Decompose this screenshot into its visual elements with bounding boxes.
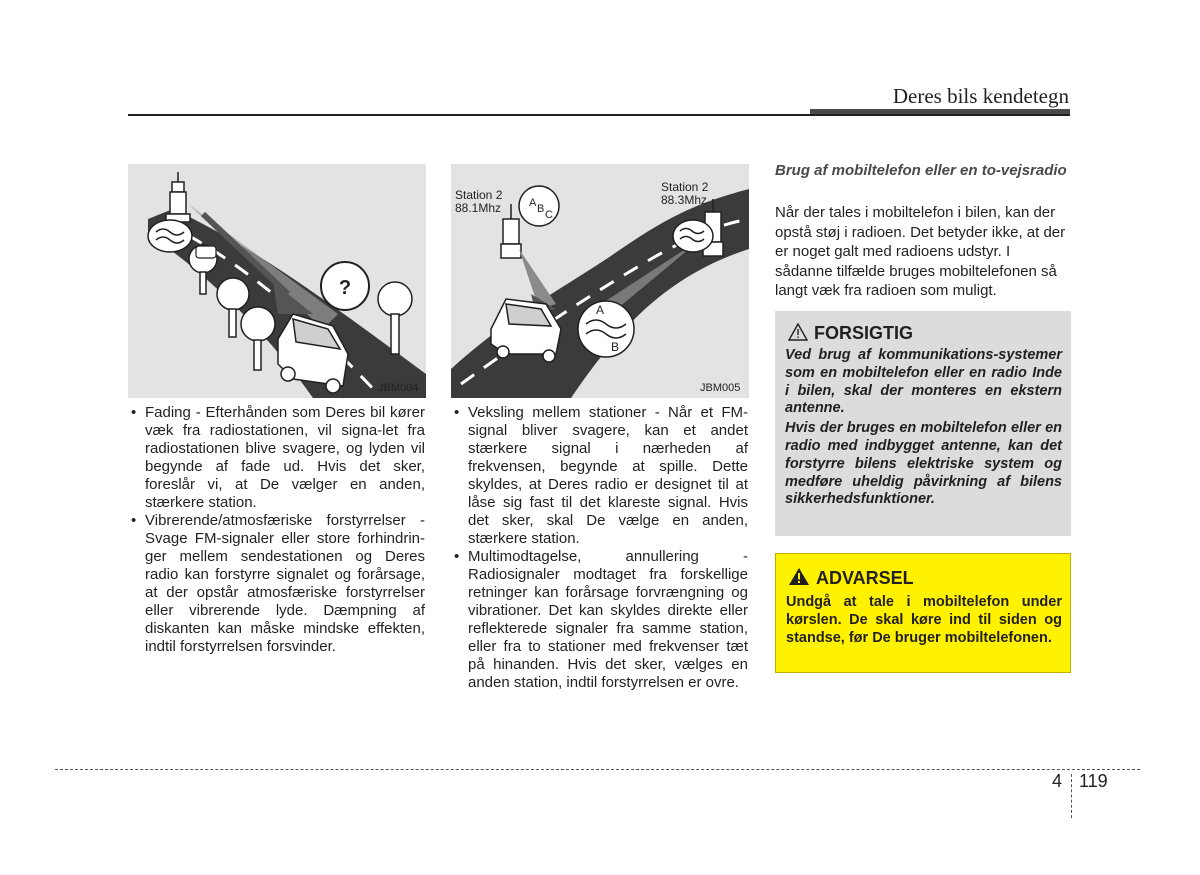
chapter-number: 4 — [1052, 771, 1063, 791]
fading-illustration-svg — [128, 164, 426, 398]
column-2-text — [452, 404, 748, 692]
illustration-fading — [128, 164, 426, 398]
caution-box — [775, 311, 1071, 536]
station-right-name: Station 2 — [661, 180, 709, 194]
figure-code: JBM005 — [700, 382, 741, 394]
warning-title: ADVARSEL — [816, 568, 914, 588]
caution-title-row — [788, 323, 913, 344]
column-1-bullets — [129, 404, 425, 656]
bubble-letter-b2: B — [611, 340, 620, 354]
bubble-letter-c: C — [545, 209, 553, 221]
bullet-fading: • Fading - Efterhånden som Deres bil kører væk fra radiostationen, vil signa-let fra radiostationen blive svagere, og lyden vil begynde af fade ud. Hvis det sker, foreslår vi, at De vælger en anden, stærkere station. — [129, 404, 425, 512]
header-rule — [128, 114, 1070, 116]
station-right-freq: 88.3Mhz — [661, 193, 708, 207]
caution-para-2: Hvis der bruges en mobiltelefon eller en radio med indbygget antenne, kan det forstyrre bilens elektriske system og medføre uheldig påvirkning af bilens sikkerhedsfunktioner. — [785, 420, 1062, 508]
warning-title-row — [788, 567, 914, 589]
bubble-letter-a: A — [529, 197, 537, 209]
section-heading: Brug af mobiltelefon eller en to-vejsradio — [775, 162, 1067, 179]
caution-body — [785, 347, 1062, 509]
column-2-bullets — [452, 404, 748, 692]
warning-box — [775, 553, 1071, 673]
station-left-name: Station 2 — [455, 188, 503, 202]
footer-rule — [55, 769, 1140, 770]
illustration-station-switch — [451, 164, 749, 398]
warning-body: Undgå at tale i mobiltelefon under kørslen. De skal køre ind til siden og standse, før De bruger mobiltelefonen. — [786, 594, 1062, 646]
bullet-multipath: • Multimodtagelse, annullering - Radiosignaler modtaget fra forskellige retninger kan forårsage forvrængning og vibrationer. Det kan skyldes direkte eller reflekterede signaler fra samme station, eller fra to stationer med frekvenser tæt på hinanden. Hvis det sker, vælges en anden station, indtil forstyrrelsen er ovre. — [452, 548, 748, 692]
page-number: 119 — [1079, 771, 1108, 791]
footer-divider — [1071, 774, 1072, 818]
station-left-freq: 88.1Mhz — [455, 201, 502, 215]
page-header-title: Deres bils kendetegn — [892, 84, 1069, 108]
section-body: Når der tales i mobiltelefon i bilen, kan der opstå støj i radioen. Det betyder ikke, at der er noget galt med radioens udstyr. I sådanne tilfælde bruges mobiltelefonen så langt væk fra radioen som muligt. — [775, 204, 1066, 299]
column-1-text — [129, 404, 425, 656]
caution-title: FORSIGTIG — [814, 323, 913, 343]
figure-code: JBM004 — [378, 382, 419, 394]
bullet-station-switch: • Veksling mellem stationer - Når et FM-signal bliver svagere, kan et andet stærkere signal i nærheden af frekvensen, begynde at spille. Dette skyldes, at Deres radio er designet til at låse sig fast til det klareste signal. Hvis det sker, skal De vælge en anden, stærkere station. — [452, 404, 748, 548]
bubble-letter-b: B — [537, 203, 545, 215]
caution-triangle-icon — [788, 323, 808, 341]
bubble-letter-a2: A — [596, 303, 605, 317]
caution-para-1: Ved brug af kommunikations-systemer som en mobiltelefon eller en radio Inde i bilen, skal der monteres en ekstern antenne. — [785, 347, 1062, 417]
warning-triangle-icon — [788, 567, 810, 586]
bullet-interference: • Vibrerende/atmosfæriske forstyrrelser - Svage FM-signaler eller store forhindrin- ger mellem sendestationen og Deres radio kan forstyrre signalet og forårsage, at der opstår atmosfæriske forstyrrelser eller vibrerende lyde. Dæmpning af diskanten kan måske mindske effekten, indtil forstyrrelsen forsvinder. — [129, 512, 425, 656]
question-bubble-text: ? — [338, 277, 352, 299]
